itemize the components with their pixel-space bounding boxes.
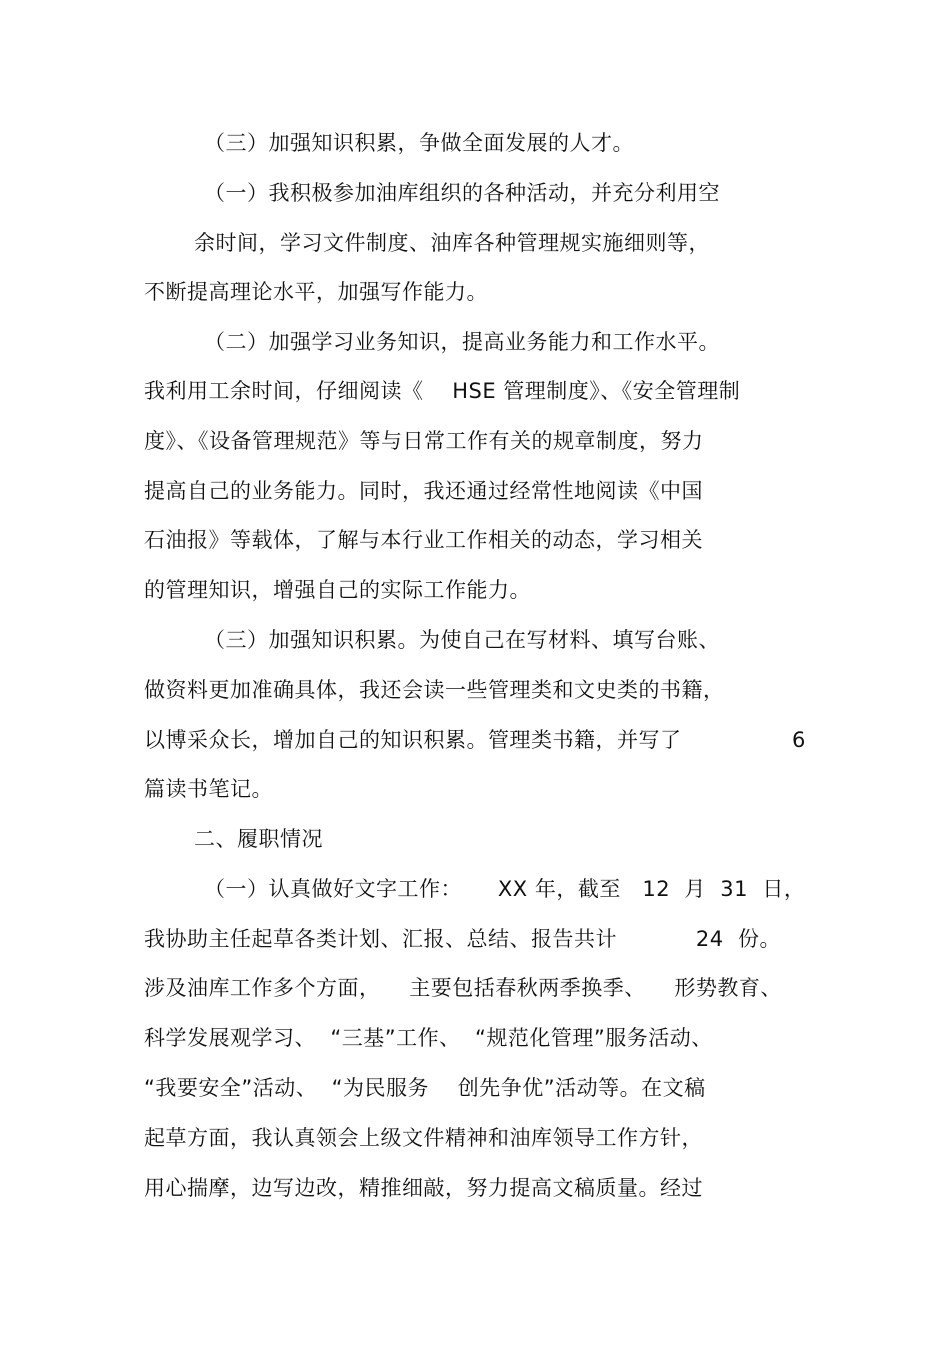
paragraph-line: （三）加强知识积累。为使自己在写材料、填写台账、 [204, 628, 720, 652]
paragraph-line: （二）加强学习业务知识，提高业务能力和工作水平。 [204, 330, 720, 354]
paragraph-line: 科学发展观学习、 “三基”工作、 “规范化管理”服务活动、 [144, 1026, 713, 1050]
paragraph-line: 篇读书笔记。 [144, 777, 273, 801]
paragraph-line: 用心揣摩，边写边改，精推细敲，努力提高文稿质量。经过 [144, 1176, 703, 1200]
paragraph-number: 6 [792, 728, 806, 752]
paragraph-line: “我要安全”活动、 “为民服务 创先争优”活动等。在文稿 [144, 1076, 706, 1100]
paragraph-line: 提高自己的业务能力。同时，我还通过经常性地阅读《中国 [144, 479, 703, 503]
paragraph-line: 石油报》等载体，了解与本行业工作相关的动态，学习相关 [144, 528, 703, 552]
paragraph-line: 余时间，学习文件制度、油库各种管理规实施细则等， [194, 231, 710, 255]
heading-knowledge-accumulation: （三）加强知识积累，争做全面发展的人才。 [204, 131, 634, 155]
paragraph-line: 我协助主任起草各类计划、汇报、总结、报告共计 24 份。 [144, 927, 781, 951]
paragraph-line: （一）认真做好文字工作： XX 年，截至 12 月 31 日， [204, 877, 806, 901]
paragraph-line: 起草方面，我认真领会上级文件精神和油库领导工作方针， [144, 1126, 703, 1150]
paragraph-line: 做资料更加准确具体，我还会读一些管理类和文史类的书籍， [144, 678, 725, 702]
paragraph-line: 以博采众长，增加自己的知识积累。管理类书籍，并写了 [144, 728, 682, 752]
paragraph-line: 度》、《设备管理规范》等与日常工作有关的规章制度，努力 [144, 429, 704, 453]
paragraph-line: （一）我积极参加油库组织的各种活动，并充分利用空 [204, 181, 720, 205]
paragraph-line: 不断提高理论水平，加强写作能力。 [144, 280, 488, 304]
paragraph-line: 的管理知识，增强自己的实际工作能力。 [144, 578, 531, 602]
paragraph-line: 我利用工余时间，仔细阅读《 HSE 管理制度》、《安全管理制 [144, 379, 741, 403]
paragraph-line: 涉及油库工作多个方面， 主要包括春秋两季换季、 形势教育、 [144, 976, 782, 1000]
section-heading-duties: 二、履职情况 [194, 827, 323, 851]
